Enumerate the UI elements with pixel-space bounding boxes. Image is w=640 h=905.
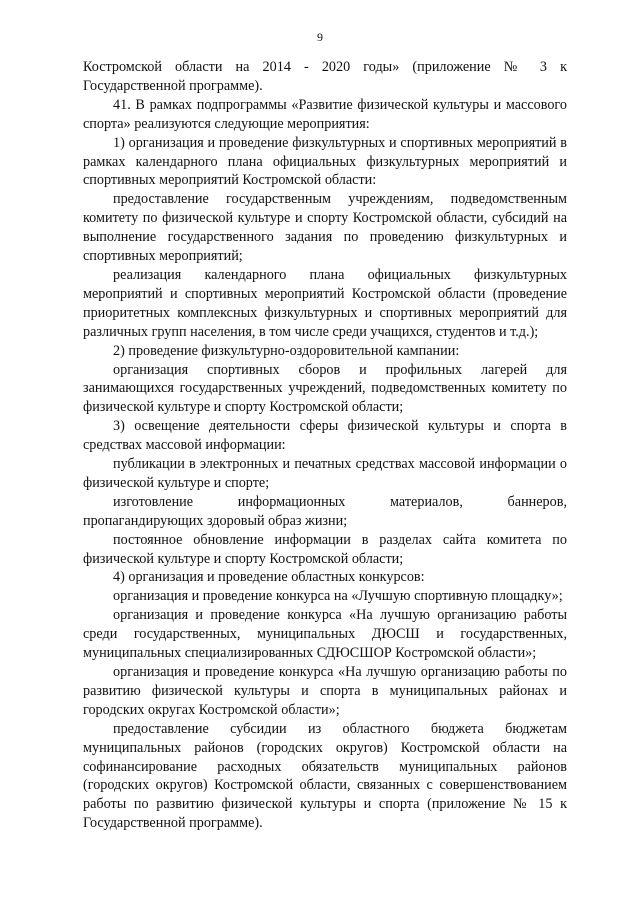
paragraph: организация и проведение конкурса «На лучшую организацию работы по развитию физической культуры и спорта в муниципальных районах и городских округах Костромской области»; bbox=[83, 664, 567, 718]
document-body bbox=[83, 58, 567, 833]
paragraph: предоставление государственным учреждениям, подведомственным комитету по физической культуре и спорту Костромской области, субсидий на выполнение государственного задания по проведению физкультурных и спортивных мероприятий; bbox=[83, 191, 567, 265]
paragraph: предоставление субсидии из областного бюджета бюджетам муниципальных районов (городских округов) Костромской области на софинансирование расходных обязательств муниципальных районов (городских округов) Костромской области, связанных с совершенствованием работы по развитию физической культуры и спорта (приложение № 15 к Государственной программе). bbox=[83, 720, 567, 832]
paragraph: реализация календарного плана официальных физкультурных мероприятий и спортивных мероприятий Костромской области (проведение приоритетных комплексных физкультурных и спортивных мероприятий для различных групп населения, в том числе среди учащихся, студентов и т.д.); bbox=[83, 266, 567, 340]
paragraph: 41. В рамках подпрограммы «Развитие физической культуры и массового спорта» реализуются следующие мероприятия: bbox=[83, 96, 567, 132]
paragraph: организация и проведение конкурса «На лучшую организацию работы среди государственных, муниципальных ДЮСШ и государственных, муниципальных специализированных СДЮСШОР Костромской области»; bbox=[83, 607, 567, 662]
paragraph: 2) проведение физкультурно-оздоровительной кампании: bbox=[113, 342, 460, 359]
paragraph: Костромской области на 2014 - 2020 годы» (приложение № 3 к Государственной программе). bbox=[83, 59, 567, 94]
paragraph: постоянное обновление информации в разделах сайта комитета по физической культуре и спорту Костромской области; bbox=[83, 531, 567, 567]
paragraph: публикации в электронных и печатных средствах массовой информации о физической культуре и спорте; bbox=[83, 456, 567, 491]
paragraph: организация спортивных сборов и профильных лагерей для занимающихся государственных учреждений, подведомственных комитету по физической культуре и спорту Костромской области; bbox=[83, 361, 567, 416]
paragraph: 1) организация и проведение физкультурных и спортивных мероприятий в рамках календарного плана официальных физкультурных мероприятий и спортивных мероприятий Костромской области: bbox=[83, 134, 567, 189]
page-number: 9 bbox=[317, 30, 323, 44]
paragraph: изготовление информационных материалов, баннеров, пропагандирующих здоровый образ жизни; bbox=[83, 493, 567, 529]
paragraph: 4) организация и проведение областных конкурсов: bbox=[113, 569, 425, 586]
paragraph: организация и проведение конкурса на «Лучшую спортивную площадку»; bbox=[113, 588, 563, 605]
paragraph: 3) освещение деятельности сферы физической культуры и спорта в средствах массовой информации: bbox=[83, 418, 567, 454]
